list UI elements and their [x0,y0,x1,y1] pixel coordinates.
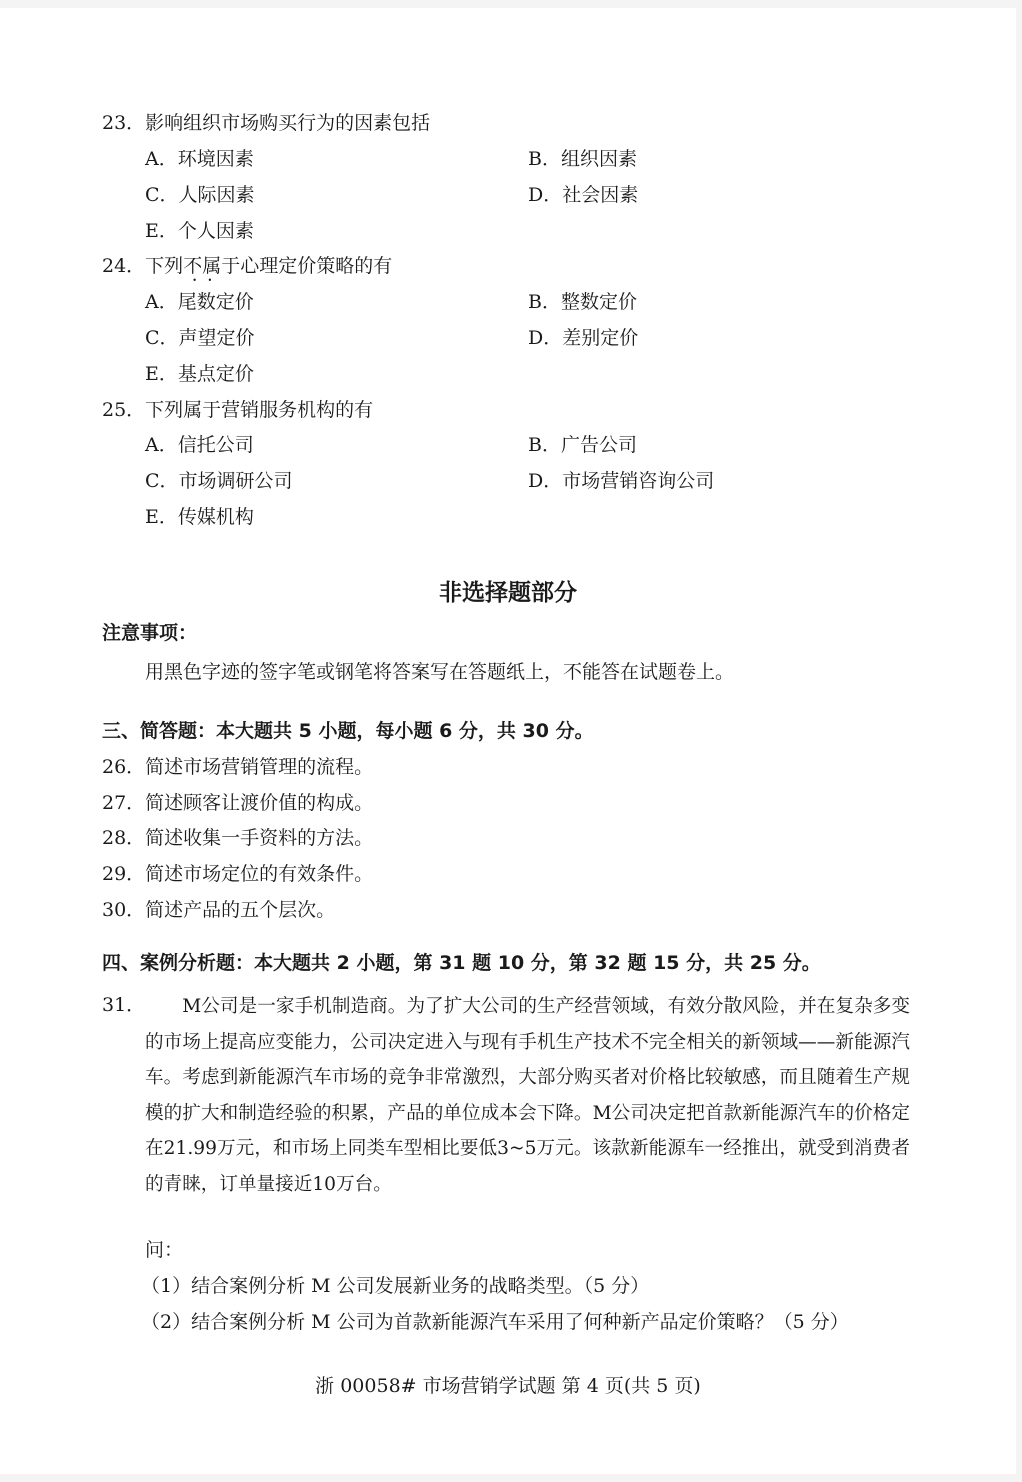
q23-option-a: A．环境因素 [145,148,254,170]
part3-heading: 三、简答题：本大题共 5 小题，每小题 6 分，共 30 分。 [102,720,594,742]
q25-option-e: E．传媒机构 [145,506,254,528]
part4-heading: 四、案例分析题：本大题共 2 小题，第 31 题 10 分，第 32 题 15 分，共 25 分。 [102,952,821,974]
question-27: 27．简述顾客让渡价值的构成。 [102,792,374,814]
q23-option-d: D．社会因素 [528,184,639,206]
question-31-sub1: （1）结合案例分析 M 公司发展新业务的战略类型。（5 分） [141,1275,650,1297]
question-26: 26．简述市场营销管理的流程。 [102,756,374,778]
notice-text: 用黑色字迹的签字笔或钢笔将答案写在答题纸上，不能答在试题卷上。 [145,661,735,683]
question-24-stem [102,254,392,278]
question-31-number: 31． [102,994,146,1016]
q24-option-b: B．整数定价 [528,291,637,313]
question-23-stem: 23．影响组织市场购买行为的因素包括 [102,112,431,134]
question-30: 30．简述产品的五个层次。 [102,899,336,921]
question-25-stem: 25．下列属于营销服务机构的有 [102,399,374,421]
exam-page [0,8,1016,1474]
question-31-case-text: M公司是一家手机制造商。为了扩大公司的生产经营领域，有效分散风险，并在复杂多变的市场上提高应变能力，公司决定进入与现有手机生产技术不完全相关的新领域——新能源汽车。考虑到新能源汽车市场的竞争非常激烈，大部分购买者对价格比较敏感，而且随着生产规模的扩大和制造经验的积累，产品的单位成本会下降。M公司决定把首款新能源汽车的价格定在21.99万元，和市场上同类车型相比要低3~5万元。该款新能源车一经推出，就受到消费者的青睐，订单量接近10万台。 [145,996,910,1195]
q25-option-b: B．广告公司 [528,434,637,456]
section-title: 非选择题部分 [439,580,577,606]
question-28: 28．简述收集一手资料的方法。 [102,827,374,849]
q24-stem-suffix: 于心理定价策略的有 [221,255,393,277]
q23-option-c: C．人际因素 [145,184,255,206]
q24-option-d: D．差别定价 [528,327,639,349]
q25-option-d: D．市场营销咨询公司 [528,470,715,492]
q23-option-b: B．组织因素 [528,148,637,170]
question-29: 29．简述市场定位的有效条件。 [102,863,374,885]
notice-heading: 注意事项： [102,622,198,644]
q25-option-c: C．市场调研公司 [145,470,293,492]
page-footer: 浙 00058# 市场营销学试题 第 4 页(共 5 页) [315,1375,701,1397]
q23-option-e: E．个人因素 [145,220,254,242]
q24-option-c: C．声望定价 [145,327,255,349]
q24-option-a: A．尾数定价 [145,291,254,313]
question-31-sub2: （2）结合案例分析 M 公司为首款新能源汽车采用了何种新产品定价策略？（5 分） [141,1311,849,1333]
q24-option-e: E．基点定价 [145,363,254,385]
q25-option-a: A．信托公司 [145,434,254,456]
question-31-ask: 问： [145,1239,184,1261]
q24-stem-prefix: 24．下列 [102,255,184,277]
q24-stem-emphasis: 不属 • • [183,255,221,277]
